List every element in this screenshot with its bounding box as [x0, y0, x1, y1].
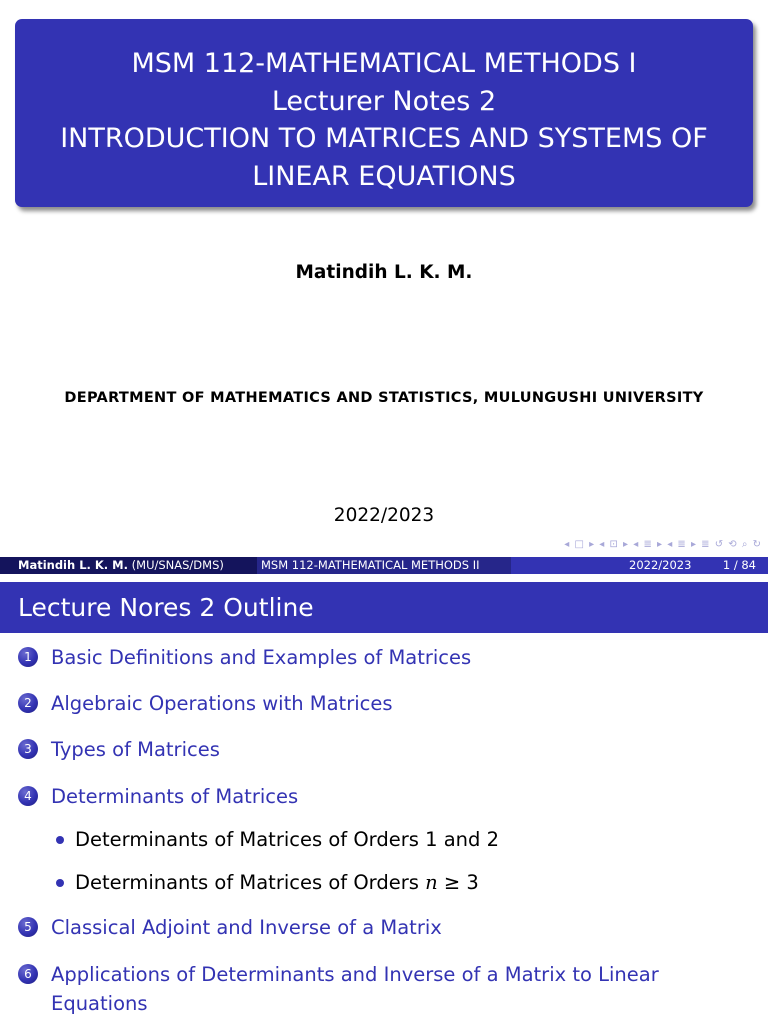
number-badge: 1: [18, 647, 38, 667]
outline-item-label[interactable]: Determinants of Matrices: [51, 785, 299, 808]
author-name: Matindih L. K. M.: [295, 262, 473, 283]
title-block: [15, 19, 753, 207]
number-badge: 4: [18, 786, 38, 806]
lecture-notes-title: Lecturer Notes 2: [271, 85, 497, 117]
number-badge: 5: [18, 917, 38, 937]
department-name: DEPARTMENT OF MATHEMATICS AND STATISTICS, MULUNGUSHI UNIVERSITY: [64, 390, 704, 406]
outline-item-label[interactable]: [51, 960, 691, 1018]
bullet-icon: [56, 879, 64, 887]
academic-year: 2022/2023: [333, 505, 435, 526]
number-badge: 2: [18, 693, 38, 713]
outline-item-label-line1: Applications of Determinants and Inverse of a Matrix to Linear: [51, 963, 659, 986]
subitem-label[interactable]: Determinants of Matrices of Orders 1 and 2: [75, 828, 500, 851]
beamer-navigation-icons[interactable]: ◂ □ ▸ ◂ ⊡ ▸ ◂ ≣ ▸ ◂ ≣ ▸ ≣ ↺ ⟲ ⌕ ↻: [564, 539, 762, 550]
subitem-label-suffix: ≥ 3: [437, 871, 479, 894]
slide-separator: [0, 574, 768, 582]
page-number: 1 / 84: [722, 558, 756, 572]
footer-author: Matindih L. K. M.: [18, 558, 128, 572]
course-title: MSM 112-MATHEMATICAL METHODS I: [131, 48, 637, 79]
topic-title-line1: INTRODUCTION TO MATRICES AND SYSTEMS OF: [60, 123, 708, 154]
footer-course: MSM 112-MATHEMATICAL METHODS II: [257, 557, 511, 574]
footer-affiliation: (MU/SNAS/DMS): [131, 558, 224, 572]
outline-item-label[interactable]: Algebraic Operations with Matrices: [51, 692, 393, 715]
outline-item-label-line2: Equations: [51, 992, 148, 1015]
slide-footer: [0, 557, 768, 574]
bullet-icon: [56, 836, 64, 844]
outline-item-label[interactable]: Classical Adjoint and Inverse of a Matrix: [51, 916, 442, 939]
footer-author-section: [0, 557, 257, 574]
outline-item-label[interactable]: Basic Definitions and Examples of Matrices: [51, 646, 472, 669]
number-badge: 3: [18, 739, 38, 759]
subitem-label-prefix: Determinants of Matrices of Orders: [75, 871, 426, 894]
footer-date: 2022/2023: [629, 558, 692, 572]
number-badge: 6: [18, 964, 38, 984]
frame-title: Lecture Nores 2 Outline: [0, 582, 768, 633]
topic-title-line2: LINEAR EQUATIONS: [252, 160, 516, 192]
footer-info-section: [511, 557, 768, 574]
math-variable: n: [425, 871, 438, 894]
outline-item-label[interactable]: Types of Matrices: [51, 738, 220, 761]
subitem-label[interactable]: [75, 868, 479, 897]
